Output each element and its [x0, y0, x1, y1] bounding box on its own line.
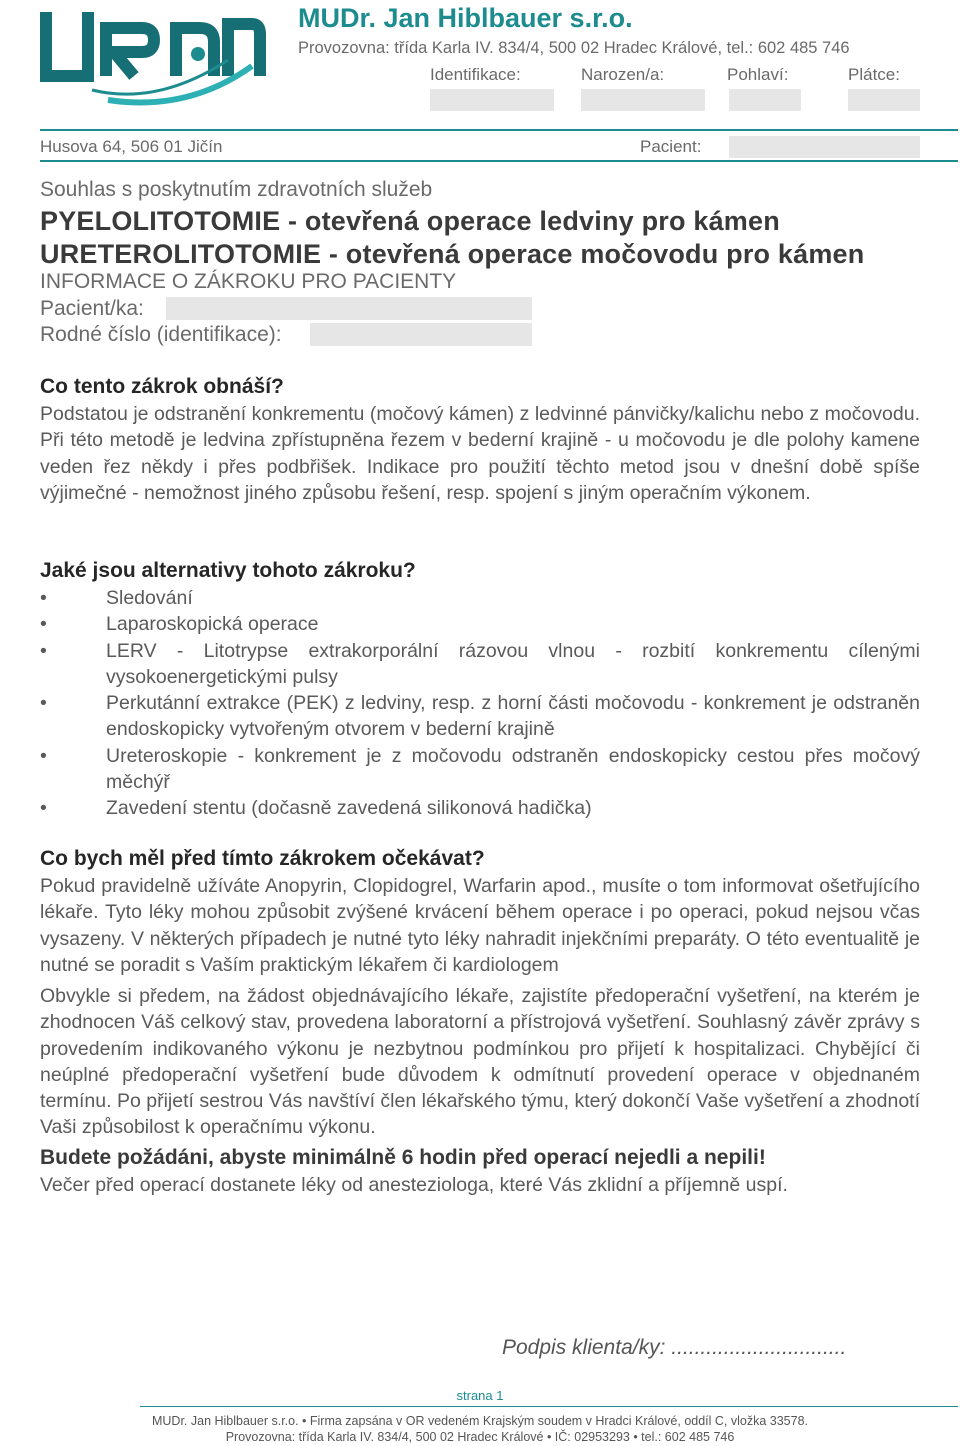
patient-label-header: Pacient: — [640, 137, 702, 156]
section-heading-alternatives: Jaké jsou alternativy tohoto zákroku? — [40, 559, 416, 582]
footer-line-1: MUDr. Jan Hiblbauer s.r.o. • Firma zapsána v OR vedeném Krajským soudem v Hradci Králové, oddíl C, vložka 33578. — [151, 1414, 809, 1428]
fasting-notice: Budete požádáni, abyste minimálně 6 hodin před operací nejedli a nepili! — [40, 1146, 766, 1169]
list-item — [40, 585, 920, 611]
section-text-expect-3: Večer před operací dostanete léky od anesteziologa, které Vás zklidní a příjemně uspí. — [40, 1174, 788, 1196]
procedure-title-1: PYELOLITOTOMIE - otevřená operace ledviny pro kámen — [40, 206, 780, 236]
field-label-narozen: Narozen/a: — [581, 65, 665, 84]
field-patient-header[interactable] — [729, 136, 920, 158]
list-item — [40, 638, 920, 691]
field-label-platce: Plátce: — [848, 65, 900, 84]
uran-logo-graphic — [38, 4, 266, 114]
bullet: • — [40, 797, 47, 820]
list-item — [40, 795, 920, 821]
field-identifikace[interactable] — [430, 89, 554, 111]
section-text-expect-1: Pokud pravidelně užíváte Anopyrin, Clopidogrel, Warfarin apod., musíte o tom informovat ošetřujícího lékaře. Tyto léky mohou způsobit zvýšené krvácení během operace i po operaci, pokud nejsou včas vysazeny. V některých případech je nutné tyto léky nahradit injekčními preparáty. O této eventualitě je nutné se poradit s Vaším praktickým lékařem či kardiologem — [40, 875, 920, 976]
consent-subtitle: Souhlas s poskytnutím zdravotních služeb — [40, 178, 433, 201]
field-platce[interactable] — [848, 89, 920, 111]
company-name: MUDr. Jan Hiblbauer s.r.o. — [298, 3, 633, 33]
list-item — [40, 611, 920, 637]
clinic-address: Husova 64, 506 01 Jičín — [40, 137, 223, 156]
signature-line: Podpis klienta/ky: .............................. — [502, 1336, 847, 1359]
patient-label: Pacient/ka: — [40, 297, 144, 320]
bullet: • — [40, 613, 47, 636]
bullet: • — [40, 587, 47, 609]
field-narozen[interactable] — [581, 89, 705, 111]
header-divider-bottom — [40, 160, 958, 162]
bullet: • — [40, 639, 47, 662]
id-label: Rodné číslo (identifikace): — [40, 323, 282, 346]
section-heading-expect: Co bych měl před tímto zákrokem očekávat? — [40, 847, 485, 870]
section-text-what: Podstatou je odstranění konkrementu (močový kámen) z ledvinné pánvičky/kalichu nebo z močovodu. Při této metodě je ledvina zpřístupněna řezem v bederní krajině - u močovodu je dle polohy kamene veden řez někdy i přes podbřišek. Indikace pro použití těchto metod jsou v dnešní době spíše výjimečné - nemožnost jiného způsobu řešení, resp. spojení s jiným operačním výkonem. — [40, 403, 920, 504]
list-item-text: LERV - Litotrypse extrakorporální rázovou vlnou - rozbití konkrementu cílenými vysokoenergetickými pulsy — [106, 639, 920, 688]
list-item — [40, 743, 920, 796]
procedure-title-2: URETEROLITOTOMIE - otevřená operace močovodu pro kámen — [40, 239, 865, 269]
list-item-text: Ureteroskopie - konkrement je z močovodu odstraněn endoskopicky cestou přes močový měchýř — [106, 744, 920, 794]
list-item-text: Laparoskopická operace — [106, 613, 319, 636]
section-text-expect-2: Obvykle si předem, na žádost objednávajícího lékaře, zajistíte předoperační vyšetření, na kterém je zhodnocen Váš celkový stav, provedena laboratorní a přístrojová vyšetření. Souhlasný závěr zprávy s provedením indikovaného výkonu je nezbytnou podmínkou pro přijetí k hospitalizaci. Chybějící či neúplné předoperační vyšetření bude důvodem k odmítnutí provedení operace v objednaném termínu. Po přijetí sestrou Vás navštíví člen lékařského týmu, který dokončí Vaše vyšetření a zhodnotí Vaši způsobilost k operačnímu výkonu. — [40, 985, 920, 1139]
footer-divider — [140, 1406, 958, 1407]
section-heading-what: Co tento zákrok obnáší? — [40, 375, 284, 398]
list-item-text: Perkutánní extrakce (PEK) z ledviny, resp. z horní části močovodu - konkrement je odstraněn endoskopicky vytvořeným otvorem v bederní krajině — [106, 692, 920, 741]
facility-address: Provozovna: třída Karla IV. 834/4, 500 02 Hradec Králové, tel.: 602 485 746 — [298, 39, 850, 57]
bullet: • — [40, 744, 47, 767]
header-divider-top — [40, 129, 958, 131]
bullet: • — [40, 692, 47, 715]
footer-line-2: Provozovna: třída Karla IV. 834/4, 500 02 Hradec Králové • IČ: 02953293 • tel.: 602 485 746 — [225, 1430, 735, 1444]
list-item-text: Sledování — [106, 587, 193, 609]
list-item — [40, 690, 920, 743]
field-patient-name[interactable] — [166, 297, 532, 320]
alternatives-list — [40, 585, 920, 822]
info-heading: INFORMACE O ZÁKROKU PRO PACIENTY — [40, 270, 457, 293]
field-label-pohlavi: Pohlaví: — [727, 65, 789, 84]
field-pohlavi[interactable] — [729, 89, 801, 111]
field-label-identifikace: Identifikace: — [430, 65, 521, 84]
list-item-text: Zavedení stentu (dočasně zavedená silikonová hadička) — [106, 797, 592, 820]
uran-logo — [38, 4, 266, 114]
field-birth-number[interactable] — [310, 323, 532, 346]
page-number: strana 1 — [456, 1388, 504, 1403]
